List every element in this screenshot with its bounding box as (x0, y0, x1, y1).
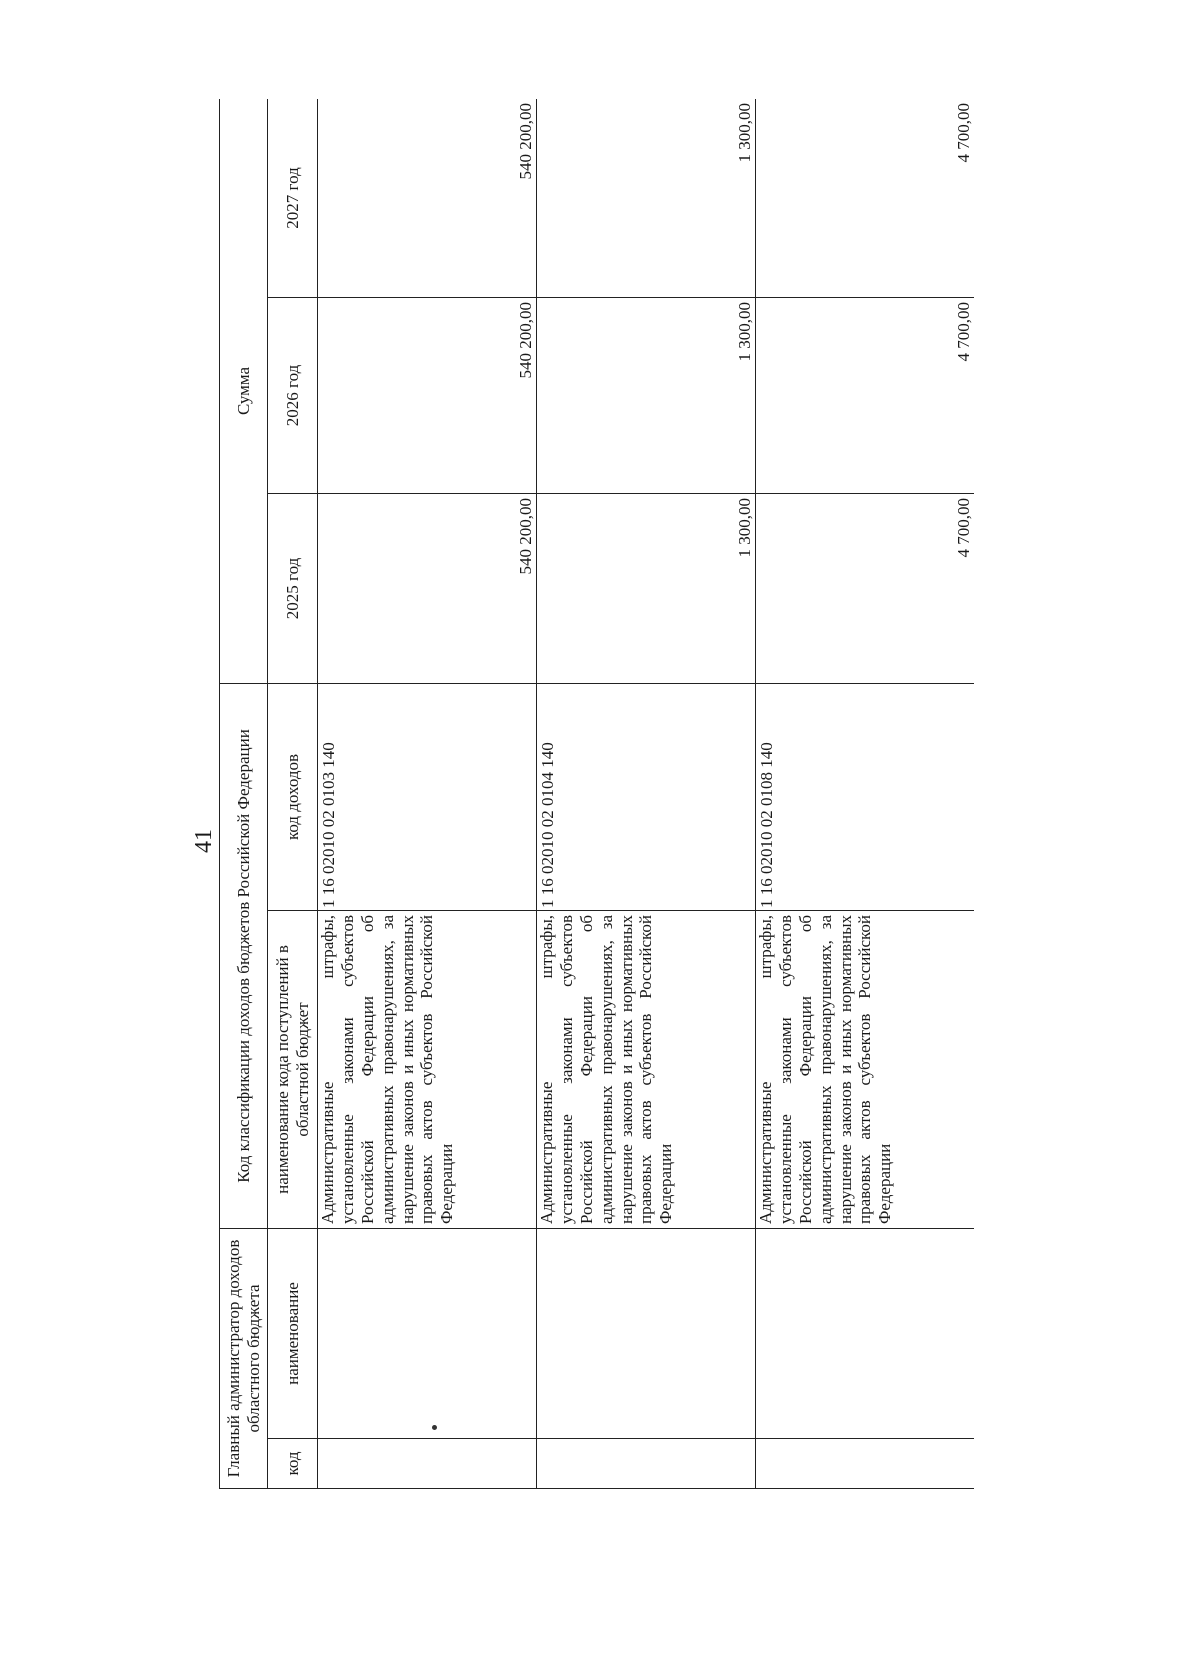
row-income-code: 1 16 02010 02 0103 140 (318, 683, 537, 910)
row-amount-2026: 1 300,00 (537, 297, 756, 493)
row-amount-2026: 540 200,00 (318, 297, 537, 493)
row-description: Административные штрафы, установленные законами субъектов Российской Федерации об административных правонарушениях, за нарушение законов и иных нормативных правовых актов субъектов Российской Федерации (537, 911, 756, 1229)
row-amount-2027: 1 300,00 (537, 99, 756, 297)
row-admin-code (537, 1439, 756, 1489)
row-admin-name (318, 1229, 537, 1439)
header-year-2026: 2026 год (268, 297, 318, 493)
row-admin-code (756, 1439, 975, 1489)
header-admin-code: код (268, 1439, 318, 1489)
row-description: Административные штрафы, установленные законами субъектов Российской Федерации об административных правонарушениях, за нарушение законов и иных нормативных правовых актов субъектов Российской Федерации (318, 911, 537, 1229)
table-row (756, 99, 975, 1489)
page-number: 41 (191, 829, 217, 853)
header-year-2027: 2027 год (268, 99, 318, 297)
table-row (537, 99, 756, 1489)
row-income-code: 1 16 02010 02 0104 140 (537, 683, 756, 910)
header-year-2025: 2025 год (268, 493, 318, 683)
revenue-table-rotated (219, 99, 974, 1489)
row-amount-2026: 4 700,00 (756, 297, 975, 493)
revenue-table-frame (219, 99, 974, 1489)
header-admin-name: наименование (268, 1229, 318, 1439)
header-row-top (220, 99, 268, 1489)
row-amount-2027: 4 700,00 (756, 99, 975, 297)
row-description: Административные штрафы, установленные законами субъектов Российской Федерации об административных правонарушениях, за нарушение законов и иных нормативных правовых актов субъектов Российской Федерации (756, 911, 975, 1229)
header-sum-group: Сумма (220, 99, 268, 683)
row-amount-2025: 4 700,00 (756, 493, 975, 683)
header-admin-group: Главный администратор доходов областного бюджета (220, 1229, 268, 1489)
table-row (318, 99, 537, 1489)
row-admin-name (756, 1229, 975, 1439)
row-amount-2027: 540 200,00 (318, 99, 537, 297)
row-amount-2025: 1 300,00 (537, 493, 756, 683)
header-income-code: код доходов (268, 683, 318, 910)
header-classification-group: Код классификации доходов бюджетов Российской Федерации (220, 683, 268, 1228)
revenue-table (219, 99, 974, 1489)
header-row-bottom (268, 99, 318, 1489)
row-admin-name (537, 1229, 756, 1439)
row-income-code: 1 16 02010 02 0108 140 (756, 683, 975, 910)
header-income-name: наименование кода поступлений в областной бюджет (268, 911, 318, 1229)
row-amount-2025: 540 200,00 (318, 493, 537, 683)
row-admin-code (318, 1439, 537, 1489)
